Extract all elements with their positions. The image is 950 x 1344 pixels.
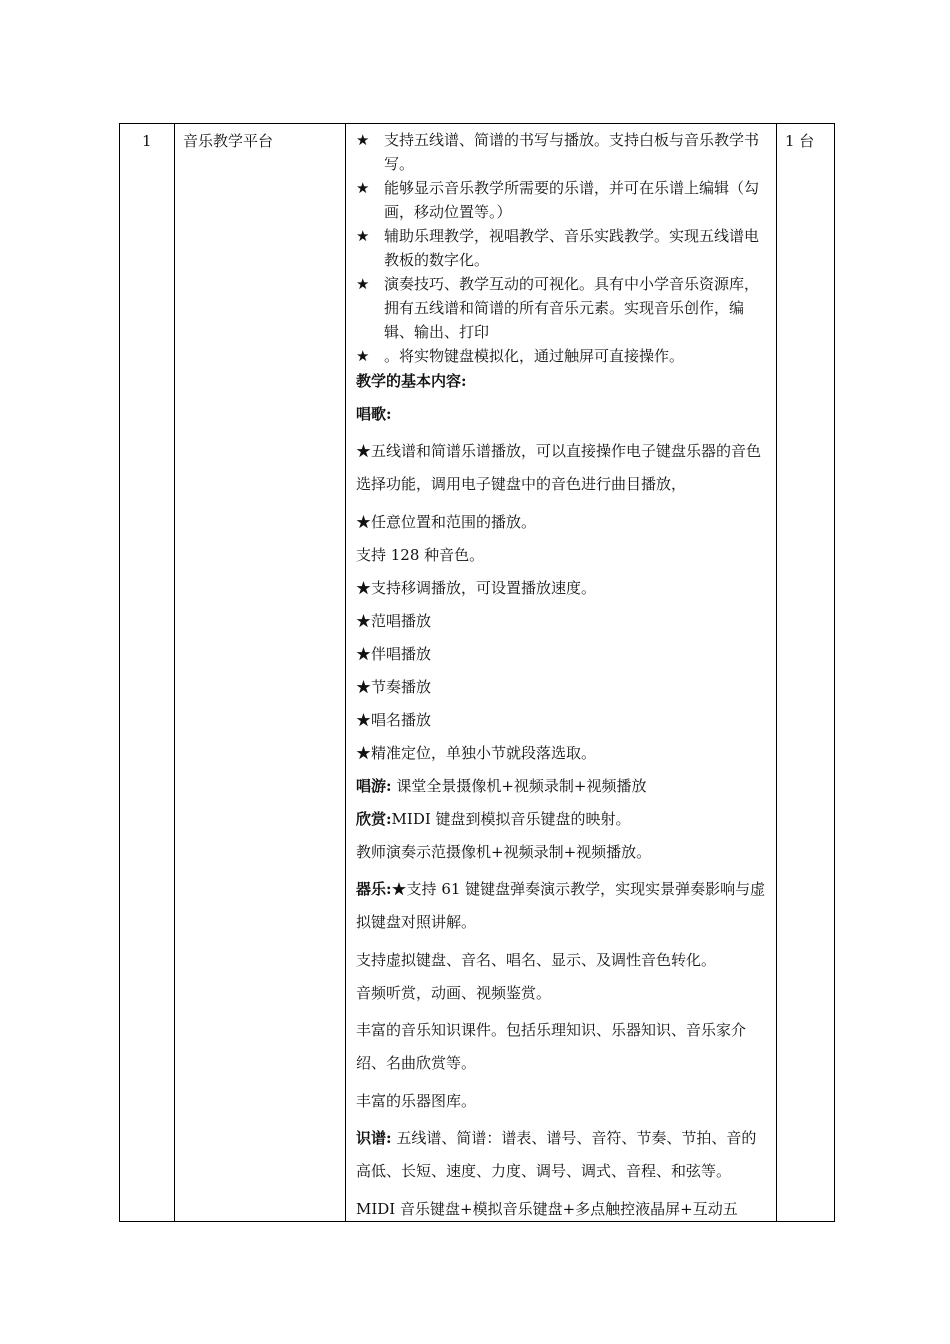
paragraph: 丰富的音乐知识课件。包括乐理知识、乐器知识、音乐家介绍、名曲欣赏等。: [356, 1021, 747, 1072]
paragraph: 音频听赏，动画、视频鉴赏。: [356, 984, 552, 1002]
notation-label: 识谱:: [356, 1129, 392, 1147]
paragraph: ★五线谱和简谱乐谱播放，可以直接操作电子键盘乐器的音色选择功能，调用电子键盘中的音色进行曲目播放，: [356, 442, 762, 493]
star-item-text: 能够显示音乐教学所需要的乐谱，并可在乐谱上编辑（勾画，移动位置等。）: [384, 179, 760, 221]
appreciation-text: MIDI 键盘到模拟音乐键盘的映射。: [391, 810, 631, 828]
paragraph: [356, 807, 770, 831]
quantity: 1 台: [785, 132, 815, 150]
star-item: [356, 272, 770, 344]
star-icon: ★: [356, 275, 370, 293]
star-icon: ★: [356, 179, 370, 197]
notation-text: 五线谱、简谱：谱表、谱号、音符、节奏、节拍、音的高低、长短、速度、力度、调号、调式、音程、和弦等。: [356, 1129, 757, 1180]
singing-game-label: 唱游:: [356, 777, 392, 795]
table-row: [120, 124, 835, 1222]
paragraph: 支持虚拟键盘、音名、唱名、显示、及调性音色转化。: [356, 951, 717, 969]
star-item-text: 演奏技巧、教学互动的可视化。具有中小学音乐资源库，拥有五线谱和简谱的所有音乐元素。实现音乐创作，编辑、输出、打印: [384, 275, 760, 341]
paragraph: ★支持移调播放，可设置播放速度。: [356, 579, 597, 597]
star-item-text: 辅助乐理教学，视唱教学、音乐实践教学。实现五线谱电教板的数字化。: [384, 227, 760, 269]
spec-content: [346, 124, 776, 1221]
singing-game-text: 课堂全景摄像机+视频录制+视频播放: [391, 777, 647, 795]
basics-heading: 教学的基本内容:: [356, 372, 467, 390]
instruments-text: ★支持 61 键键盘弹奏演示教学，实现实景弹奏影响与虚拟键盘对照讲解。: [356, 880, 766, 931]
star-item-text: 。将实物键盘模拟化，通过触屏可直接操作。: [384, 347, 685, 365]
paragraph: ★伴唱播放: [356, 645, 432, 663]
quantity-cell: [777, 124, 835, 1222]
instruments-label: 器乐:: [356, 880, 392, 898]
paragraph: [356, 774, 770, 798]
index-cell: [120, 124, 175, 1222]
paragraph: ★范唱播放: [356, 612, 432, 630]
paragraph: 支持 128 种音色。: [356, 546, 485, 564]
spec-cell: [346, 124, 777, 1222]
paragraph: ★精准定位，单独小节就段落选取。: [356, 744, 597, 762]
paragraph: ★唱名播放: [356, 711, 432, 729]
item-name: 音乐教学平台: [183, 132, 274, 150]
star-item: [356, 176, 770, 224]
star-icon: ★: [356, 131, 370, 149]
paragraph: MIDI 音乐键盘+模拟音乐键盘+多点触控液晶屏+互动五: [356, 1200, 738, 1218]
star-item-text: 支持五线谱、简谱的书写与播放。支持白板与音乐教学书写。: [384, 131, 760, 173]
name-cell: [175, 124, 346, 1222]
star-item: [356, 224, 770, 272]
section-heading: [356, 369, 770, 393]
star-icon: ★: [356, 347, 370, 365]
section-heading: [356, 402, 770, 426]
paragraph: [356, 1122, 770, 1188]
paragraph: ★节奏播放: [356, 678, 432, 696]
star-icon: ★: [356, 227, 370, 245]
paragraph: 教师演奏示范摄像机+视频录制+视频播放。: [356, 843, 652, 861]
paragraph: [356, 873, 770, 939]
star-item: [356, 128, 770, 176]
paragraph: 丰富的乐器图库。: [356, 1092, 477, 1110]
appreciation-label: 欣赏:: [356, 810, 392, 828]
singing-heading: 唱歌:: [356, 405, 392, 423]
spec-table: [119, 123, 835, 1222]
row-index: 1: [142, 132, 152, 150]
star-item: [356, 344, 770, 368]
paragraph: ★任意位置和范围的播放。: [356, 513, 537, 531]
